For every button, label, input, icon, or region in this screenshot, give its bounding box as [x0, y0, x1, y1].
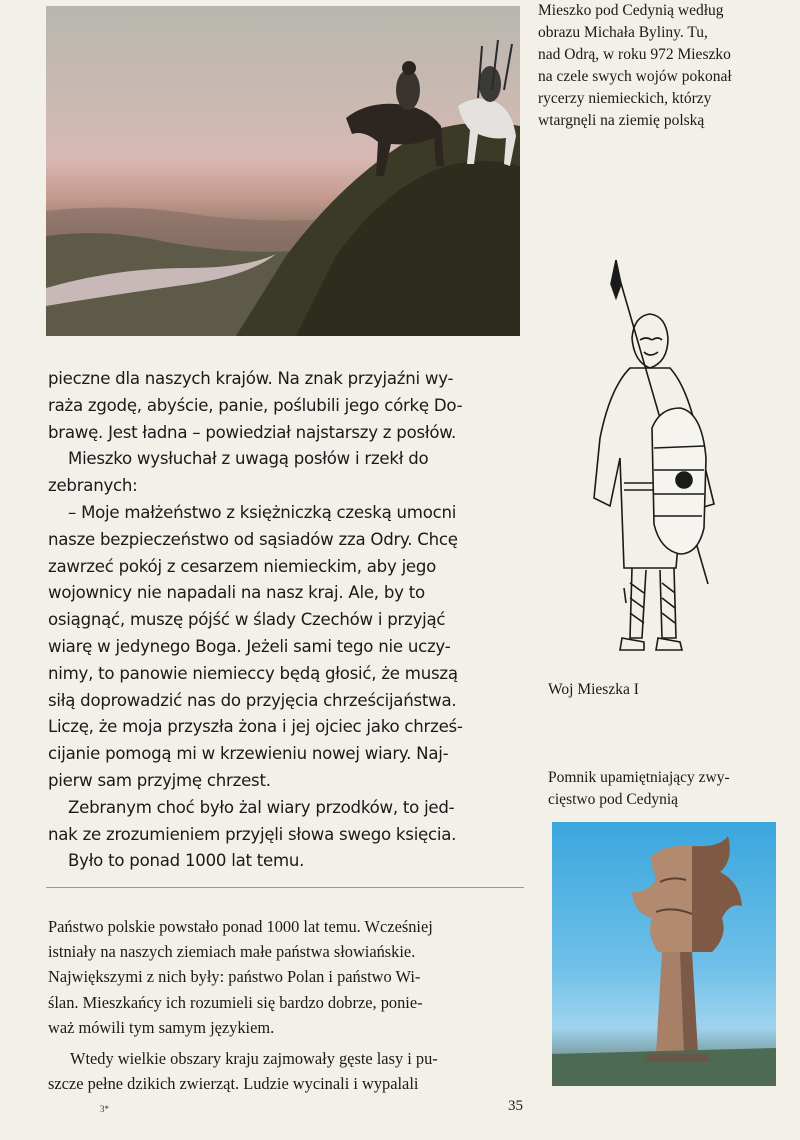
caption-line: Pomnik upamiętniający zwy- — [548, 769, 730, 786]
story-line: cijanie pomogą mi w krzewieniu nowej wiary. Naj- — [48, 744, 449, 764]
story-line: pierw sam przyjmę chrzest. — [48, 770, 271, 790]
caption-line: wtargnęli na ziemię polską — [538, 112, 705, 129]
caption-line: cięstwo pod Cedynią — [548, 791, 679, 808]
story-line: zebranych: — [48, 476, 138, 496]
body-line: istniały na naszych ziemiach małe państwa słowiańskie. — [48, 942, 416, 962]
caption-line: Mieszko pod Cedynią według — [538, 2, 724, 19]
story-line: Mieszko wysłuchał z uwagą posłów i rzekł do — [68, 449, 429, 469]
story-line: nak ze zrozumieniem przyjęli słowa swego księcia. — [48, 824, 457, 844]
body-line: ślan. Mieszkańcy ich rozumieli się bardzo dobrze, ponie- — [48, 992, 423, 1012]
story-line: – Moje małżeństwo z księżniczką czeską umocni — [68, 502, 457, 522]
story-line: wojownicy nie napadali na nasz kraj. Ale, by to — [48, 583, 425, 603]
story-line: Liczę, że moja przyszła żona i jej ojciec jako chrześ- — [48, 717, 463, 737]
story-line: nimy, to panowie niemieccy będą głosić, że muszą — [48, 663, 458, 683]
story-line: Było to ponad 1000 lat temu. — [68, 851, 305, 871]
warrior-caption: Woj Mieszka I — [548, 681, 639, 698]
monument-caption — [548, 767, 780, 811]
page-number: 35 — [508, 1098, 523, 1114]
body-line: Państwo polskie powstało ponad 1000 lat temu. Wcześniej — [48, 917, 433, 936]
caption-line: nad Odrą, w roku 972 Mieszko — [538, 46, 731, 63]
story-line: siłą doprowadzić nas do przyjęcia chrześcijaństwa. — [48, 690, 457, 710]
body-line: szcze pełne dzikich zwierząt. Ludzie wycinali i wypalali — [48, 1074, 419, 1094]
body-line: waż mówili tym samym językiem. — [48, 1017, 275, 1037]
monument-photo — [552, 822, 776, 1086]
caption-line: rycerzy niemieckich, którzy — [538, 90, 712, 107]
story-line: brawę. Jest ładna – powiedział najstarszy z posłów. — [48, 422, 457, 442]
story-line: zawrzeć pokój z cesarzem niemieckim, aby jego — [48, 556, 437, 576]
body-line: Wtedy wielkie obszary kraju zajmowały gęste lasy i pu- — [70, 1049, 438, 1069]
story-text — [48, 366, 528, 875]
body-line: Największymi z nich były: państwo Polan i państwo Wi- — [48, 967, 421, 987]
painting-mieszko-at-cedynia — [46, 6, 520, 336]
story-line: pieczne dla naszych krajów. Na znak przyjaźni wy- — [48, 369, 454, 388]
story-line: Zebranym choć było żal wiary przodków, to jed- — [68, 797, 455, 817]
caption-line: na czele swych wojów pokonał — [538, 68, 732, 85]
story-line: nasze bezpieczeństwo od sąsiadów zza Odry. Chcę — [48, 529, 458, 549]
story-line: osiągnąć, muszę pójść w ślady Czechów i przyjąć — [48, 610, 446, 630]
caption-line: obrazu Michała Byliny. Tu, — [538, 24, 708, 41]
body-text — [48, 914, 528, 1096]
story-line: raża zgodę, abyście, panie, poślubili jego córkę Do- — [48, 395, 463, 415]
story-line: wiarę w jedynego Boga. Jeżeli sami tego nie uczy- — [48, 636, 451, 656]
section-divider — [46, 887, 524, 888]
printer-signature: 3* — [100, 1104, 109, 1114]
warrior-illustration — [580, 258, 730, 678]
painting-caption — [538, 0, 766, 132]
